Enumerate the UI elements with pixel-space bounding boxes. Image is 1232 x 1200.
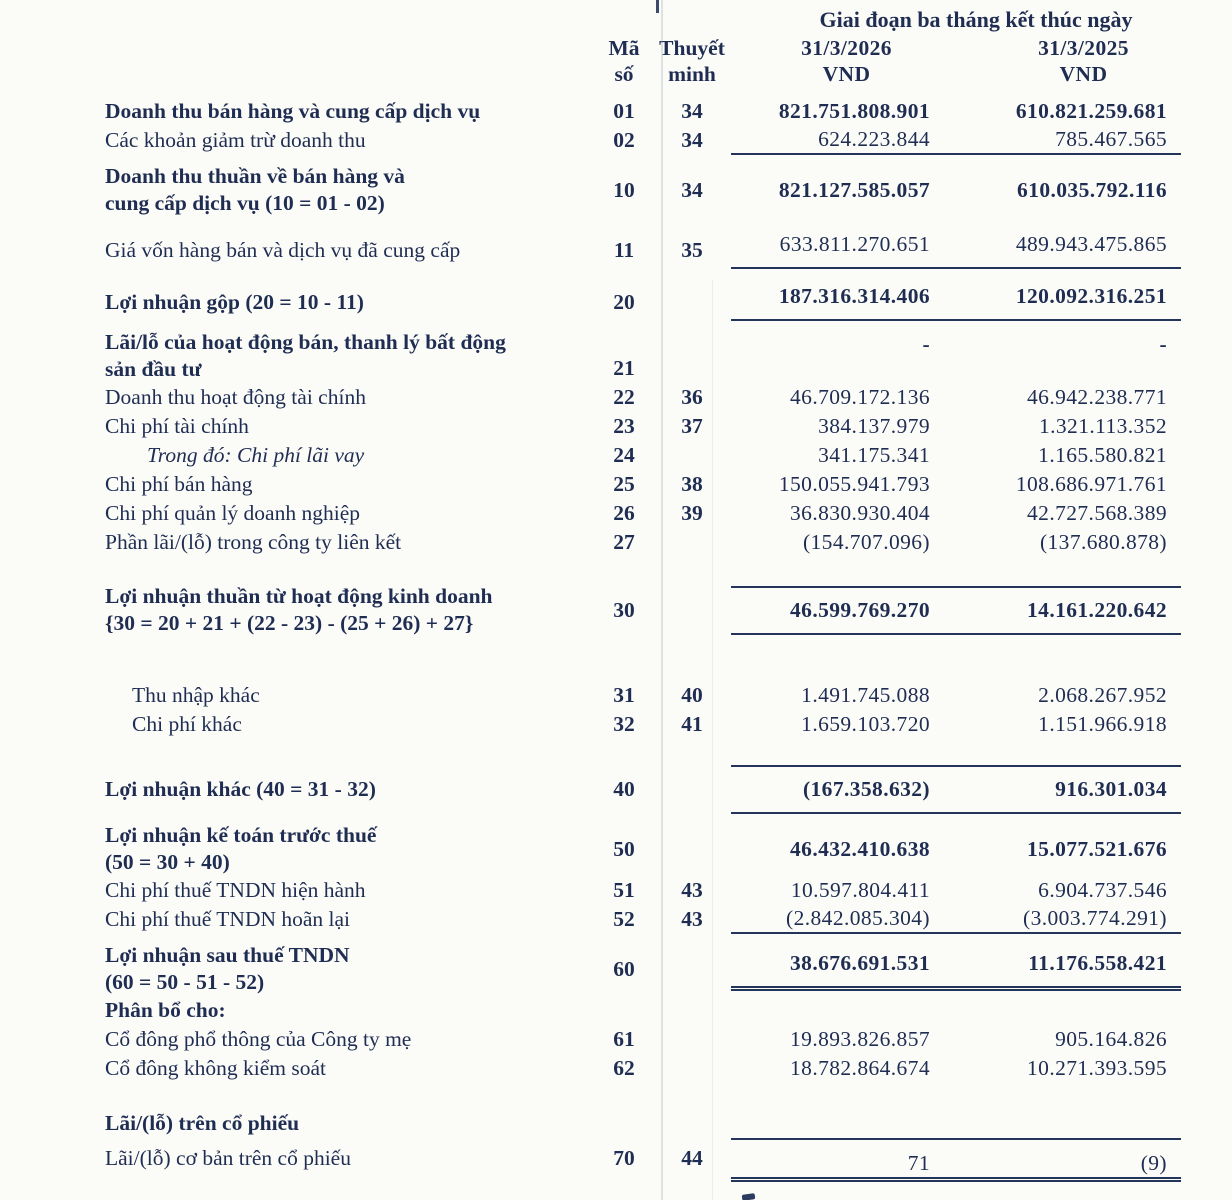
table-row bbox=[0, 1109, 1232, 1138]
table-row bbox=[0, 583, 1232, 637]
value-2026: 633.811.270.651 bbox=[779, 232, 930, 256]
row-label-line2: (50 = 30 + 40) bbox=[105, 850, 230, 874]
value-2025: 14.161.220.642 bbox=[1027, 597, 1167, 622]
value-2026: 1.491.745.088 bbox=[801, 683, 930, 707]
row-values bbox=[731, 231, 1181, 269]
row-label bbox=[105, 906, 595, 933]
row-values bbox=[731, 905, 1181, 934]
value-2025: (3.003.774.291) bbox=[1023, 906, 1167, 930]
value-2026: (167.358.632) bbox=[802, 777, 930, 801]
row-label-line1: Lãi/lỗ của hoạt động bán, thanh lý bất động bbox=[105, 330, 506, 354]
code-column-header bbox=[595, 35, 653, 87]
table-row bbox=[0, 710, 1232, 739]
row-label bbox=[105, 384, 595, 411]
table-row bbox=[0, 441, 1232, 470]
column-headers-row bbox=[0, 35, 1232, 87]
value-2025: 10.271.393.595 bbox=[1027, 1056, 1167, 1080]
table-row bbox=[0, 1138, 1232, 1179]
row-code: 60 bbox=[613, 956, 635, 981]
value-2025: 15.077.521.676 bbox=[1027, 836, 1167, 861]
row-label-line1: Lợi nhuận gộp (20 = 10 - 11) bbox=[105, 289, 364, 314]
row-label bbox=[105, 822, 595, 876]
row-label-line1: Lãi/(lỗ) cơ bản trên cổ phiếu bbox=[105, 1146, 351, 1170]
value-2025: 42.727.568.389 bbox=[1027, 501, 1167, 525]
row-code: 50 bbox=[613, 836, 635, 861]
row-code: 30 bbox=[613, 597, 635, 622]
row-label-line1: Các khoản giảm trừ doanh thu bbox=[105, 128, 366, 152]
scan-mark-bottom-artifact bbox=[742, 1193, 756, 1200]
value-2025: 610.035.792.116 bbox=[1017, 177, 1167, 202]
value-2025: 610.821.259.681 bbox=[1015, 99, 1167, 123]
row-label bbox=[105, 413, 595, 440]
note-header-line2: minh bbox=[668, 62, 716, 86]
row-label-line1: Phân bổ cho: bbox=[105, 998, 226, 1022]
row-label-line1: Giá vốn hàng bán và dịch vụ đã cung cấp bbox=[105, 237, 461, 262]
value-2025: 1.321.113.352 bbox=[1038, 414, 1167, 438]
table-row bbox=[0, 470, 1232, 499]
row-label-line1: Chi phí khác bbox=[132, 712, 242, 736]
note-column-header bbox=[653, 35, 731, 87]
row-label-line1: Chi phí tài chính bbox=[105, 414, 249, 438]
row-values bbox=[731, 877, 1181, 904]
row-label bbox=[105, 711, 595, 738]
row-label bbox=[105, 1055, 595, 1082]
value-2025: (9) bbox=[1140, 1151, 1167, 1175]
row-values bbox=[731, 682, 1181, 709]
row-code: 27 bbox=[613, 530, 635, 554]
row-label-line1: Phần lãi/(lỗ) trong công ty liên kết bbox=[105, 530, 402, 554]
row-label bbox=[105, 1110, 595, 1137]
row-code: 23 bbox=[613, 414, 635, 438]
row-label-line1: Lợi nhuận kế toán trước thuế bbox=[105, 823, 377, 847]
value-2026: 384.137.979 bbox=[818, 414, 930, 438]
row-label-line1: Chi phí thuế TNDN hiện hành bbox=[105, 878, 366, 902]
row-label-line2: sản đầu tư bbox=[105, 357, 202, 381]
currency-2025: VND bbox=[1059, 62, 1108, 86]
value-2025: 905.164.826 bbox=[1055, 1027, 1167, 1051]
value-2026: 46.709.172.136 bbox=[790, 385, 930, 409]
table-row bbox=[0, 765, 1232, 814]
row-label-line1: Trong đó: Chi phí lãi vay bbox=[147, 443, 365, 467]
row-label-line1: Chi phí quản lý doanh nghiệp bbox=[105, 501, 360, 525]
row-values bbox=[731, 331, 1181, 358]
currency-2026: VND bbox=[822, 62, 871, 86]
table-row bbox=[0, 822, 1232, 876]
row-code: 62 bbox=[613, 1056, 635, 1080]
value-2025: 2.068.267.952 bbox=[1038, 683, 1167, 707]
row-label bbox=[105, 583, 595, 637]
table-row bbox=[0, 1054, 1232, 1083]
value-2025: 6.904.737.546 bbox=[1038, 878, 1167, 902]
scan-mark-top-artifact bbox=[656, 0, 659, 13]
row-note-ref: 34 bbox=[681, 99, 703, 123]
row-code: 24 bbox=[613, 443, 635, 467]
statement-rows bbox=[0, 97, 1232, 1179]
value-2026: 46.599.769.270 bbox=[790, 597, 930, 622]
row-label-line1: Lợi nhuận sau thuế TNDN bbox=[105, 943, 350, 967]
table-row bbox=[0, 329, 1232, 383]
table-row bbox=[0, 283, 1232, 321]
row-label bbox=[105, 127, 595, 154]
value-2026: (154.707.096) bbox=[802, 530, 930, 554]
row-code: 32 bbox=[613, 712, 635, 736]
row-label bbox=[105, 98, 595, 125]
table-row bbox=[0, 499, 1232, 528]
row-code: 31 bbox=[613, 683, 635, 707]
row-label bbox=[105, 529, 595, 556]
row-label-line2: cung cấp dịch vụ (10 = 01 - 02) bbox=[105, 191, 385, 215]
row-values bbox=[731, 500, 1181, 527]
table-row bbox=[0, 681, 1232, 710]
row-label-line1: Chi phí thuế TNDN hoãn lại bbox=[105, 907, 351, 931]
row-label bbox=[105, 237, 595, 264]
value-2026: 36.830.930.404 bbox=[790, 501, 930, 525]
row-values bbox=[731, 836, 1181, 863]
row-label-line1: Lợi nhuận khác (40 = 31 - 32) bbox=[105, 777, 376, 801]
table-row bbox=[0, 1025, 1232, 1054]
table-row bbox=[0, 528, 1232, 557]
row-note-ref: 43 bbox=[681, 907, 703, 931]
row-label bbox=[105, 163, 595, 217]
row-label bbox=[105, 500, 595, 527]
value-2026: 18.782.864.674 bbox=[790, 1056, 930, 1080]
row-code: 52 bbox=[613, 907, 635, 931]
table-row bbox=[0, 942, 1232, 996]
table-row bbox=[0, 97, 1232, 126]
period-title-row bbox=[0, 6, 1232, 33]
row-values bbox=[731, 711, 1181, 738]
value-2025: 108.686.971.761 bbox=[1015, 472, 1167, 496]
row-label-line1: Doanh thu bán hàng và cung cấp dịch vụ bbox=[105, 99, 481, 123]
date-2025: 31/3/2025 bbox=[1038, 36, 1129, 60]
row-label bbox=[105, 329, 595, 383]
row-values bbox=[731, 126, 1181, 155]
value-2025: 785.467.565 bbox=[1055, 127, 1167, 151]
row-label bbox=[105, 682, 595, 709]
value-2026: 19.893.826.857 bbox=[790, 1027, 930, 1051]
row-values bbox=[731, 1055, 1181, 1082]
row-values bbox=[731, 586, 1181, 635]
row-code: 10 bbox=[613, 177, 635, 202]
table-row bbox=[0, 383, 1232, 412]
scan-line-artifact-faint bbox=[712, 280, 713, 1200]
row-code: 20 bbox=[613, 289, 635, 314]
row-label bbox=[105, 289, 595, 316]
row-values bbox=[731, 177, 1181, 204]
row-values bbox=[731, 471, 1181, 498]
row-note-ref: 35 bbox=[681, 237, 703, 262]
note-header-line1: Thuyết bbox=[659, 36, 725, 60]
scan-line-artifact bbox=[661, 0, 663, 1200]
value-2025: 916.301.034 bbox=[1055, 777, 1167, 801]
row-code: 01 bbox=[613, 99, 635, 123]
period-2026-header bbox=[744, 35, 949, 87]
row-label bbox=[105, 471, 595, 498]
row-values bbox=[731, 950, 1181, 988]
row-label bbox=[105, 942, 595, 996]
row-values bbox=[731, 442, 1181, 469]
row-note-ref: 41 bbox=[681, 712, 703, 736]
row-code: 25 bbox=[613, 472, 635, 496]
row-note-ref: 40 bbox=[681, 683, 703, 707]
value-2026: 150.055.941.793 bbox=[778, 472, 930, 496]
row-label bbox=[105, 1026, 595, 1053]
table-row bbox=[0, 231, 1232, 269]
row-code: 02 bbox=[613, 128, 635, 152]
value-2026: 46.432.410.638 bbox=[790, 836, 930, 861]
period-2025-header bbox=[961, 35, 1206, 87]
table-row bbox=[0, 905, 1232, 934]
value-2026: - bbox=[922, 332, 930, 356]
value-2026: 71 bbox=[907, 1151, 930, 1175]
row-code: 22 bbox=[613, 385, 635, 409]
row-values bbox=[731, 413, 1181, 440]
row-label-line2: (60 = 50 - 51 - 52) bbox=[105, 970, 265, 994]
value-2026: 187.316.314.406 bbox=[778, 284, 930, 308]
value-2026: 341.175.341 bbox=[818, 443, 930, 467]
row-note-ref: 43 bbox=[681, 878, 703, 902]
row-note-ref: 44 bbox=[681, 1146, 703, 1170]
date-2026: 31/3/2026 bbox=[801, 36, 892, 60]
row-note-ref: 39 bbox=[681, 501, 703, 525]
row-code: 51 bbox=[613, 878, 635, 902]
value-2026: (2.842.085.304) bbox=[786, 906, 930, 930]
value-2025: (137.680.878) bbox=[1039, 530, 1167, 554]
row-label-line1: Doanh thu hoạt động tài chính bbox=[105, 385, 366, 409]
row-note-ref: 38 bbox=[681, 472, 703, 496]
value-2026: 1.659.103.720 bbox=[801, 712, 930, 736]
table-row bbox=[0, 876, 1232, 905]
row-values bbox=[731, 98, 1181, 125]
row-label-line1: Thu nhập khác bbox=[132, 683, 260, 707]
row-label-line2: {30 = 20 + 21 + (22 - 23) - (25 + 26) + 27} bbox=[105, 611, 474, 635]
table-header bbox=[0, 0, 1232, 87]
value-2026: 821.127.585.057 bbox=[778, 177, 930, 202]
value-2025: 1.165.580.821 bbox=[1038, 443, 1167, 467]
row-code: 70 bbox=[613, 1146, 635, 1170]
row-note-ref: 36 bbox=[681, 385, 703, 409]
row-label-line1: Chi phí bán hàng bbox=[105, 472, 253, 496]
table-row bbox=[0, 163, 1232, 217]
code-header-line2: số bbox=[614, 62, 634, 86]
row-label-line1: Doanh thu thuần về bán hàng và bbox=[105, 164, 405, 188]
row-label bbox=[105, 1145, 595, 1172]
row-label bbox=[105, 997, 595, 1024]
value-2026: 821.751.808.901 bbox=[778, 99, 930, 123]
table-row bbox=[0, 996, 1232, 1025]
row-code: 26 bbox=[613, 501, 635, 525]
value-2026: 624.223.844 bbox=[818, 127, 930, 151]
value-2025: 489.943.475.865 bbox=[1015, 232, 1167, 256]
value-2025: 1.151.966.918 bbox=[1038, 712, 1167, 736]
value-2025: 11.176.558.421 bbox=[1028, 951, 1167, 975]
value-2026: 38.676.691.531 bbox=[790, 951, 930, 975]
row-label bbox=[105, 877, 595, 904]
row-label bbox=[105, 442, 595, 469]
row-values bbox=[731, 384, 1181, 411]
row-label-line1: Cổ đông không kiểm soát bbox=[105, 1056, 326, 1080]
value-2026: 10.597.804.411 bbox=[790, 878, 930, 902]
value-2025: - bbox=[1159, 332, 1167, 356]
row-values bbox=[731, 1026, 1181, 1053]
row-note-ref: 34 bbox=[681, 128, 703, 152]
row-label-line1: Lãi/(lỗ) trên cổ phiếu bbox=[105, 1111, 300, 1135]
row-code: 21 bbox=[613, 356, 635, 380]
row-values bbox=[731, 765, 1181, 814]
value-2025: 120.092.316.251 bbox=[1015, 284, 1167, 308]
row-note-ref: 34 bbox=[681, 177, 703, 202]
row-label-line1: Lợi nhuận thuần từ hoạt động kinh doanh bbox=[105, 584, 493, 608]
period-title: Giai đoạn ba tháng kết thúc ngày bbox=[819, 7, 1133, 32]
row-code: 61 bbox=[613, 1027, 635, 1051]
row-values bbox=[731, 1138, 1181, 1179]
value-2025: 46.942.238.771 bbox=[1027, 385, 1167, 409]
row-label-line1: Cổ đông phổ thông của Công ty mẹ bbox=[105, 1027, 412, 1051]
row-values bbox=[731, 529, 1181, 556]
row-note-ref: 37 bbox=[681, 414, 703, 438]
table-row bbox=[0, 412, 1232, 441]
code-header-line1: Mã bbox=[608, 36, 640, 60]
row-label bbox=[105, 776, 595, 803]
row-values bbox=[731, 283, 1181, 321]
table-row bbox=[0, 126, 1232, 155]
row-code: 40 bbox=[613, 777, 635, 801]
row-code: 11 bbox=[613, 237, 635, 262]
